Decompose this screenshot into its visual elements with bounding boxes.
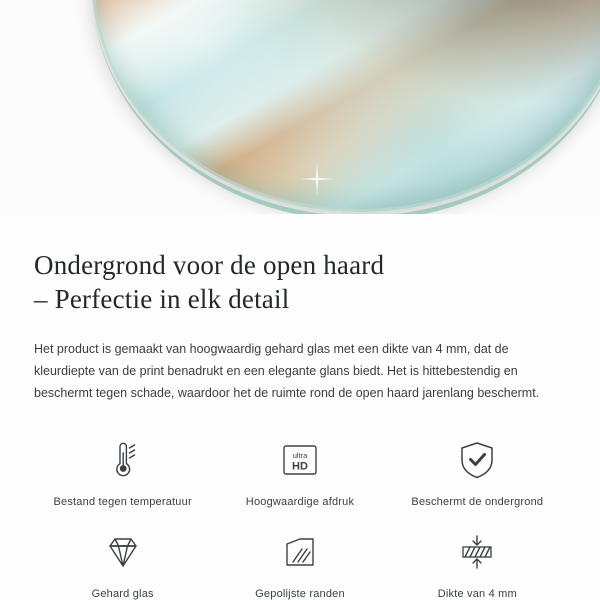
feature-label: Hoogwaardige afdruk [245,496,355,508]
feature-item [34,526,211,600]
feature-label: Beschermt de ondergrond [411,496,544,508]
page-title [34,248,566,316]
feature-item [34,434,211,508]
shield-check-icon [451,434,503,486]
feature-label: Bestand tegen temperatuur [53,496,192,508]
ultra-hd-icon [274,434,326,486]
page-title-line2: – Perfectie in elk detail [34,284,290,314]
feature-item [211,434,388,508]
content-area [0,214,600,600]
feature-item [389,526,566,600]
svg-text:ultra: ultra [292,451,308,460]
feature-item [389,434,566,508]
thickness-arrows-icon [451,526,503,578]
thermometer-icon [97,434,149,486]
page-title-line1: Ondergrond voor de open haard [34,250,385,280]
feature-label: Gehard glas [91,588,154,600]
feature-label: Gepolijste randen [255,588,345,600]
feature-label: Dikte van 4 mm [437,588,517,600]
polished-edges-icon [274,526,326,578]
glass-disc-image [92,0,600,212]
svg-text:HD: HD [292,460,308,473]
diamond-icon [97,526,149,578]
feature-item [211,526,388,600]
hero-image [0,0,600,214]
description-paragraph: Het product is gemaakt van hoogwaardig gehard glas met een dikte van 4 mm, dat de kleurdiepte van de print benadrukt en een elegante glans biedt. Het is hittebestendig en beschermt tegen schade, waardoor het de ruimte rond de open haard jarenlang beschermt. [34,342,540,400]
feature-grid [34,434,566,600]
